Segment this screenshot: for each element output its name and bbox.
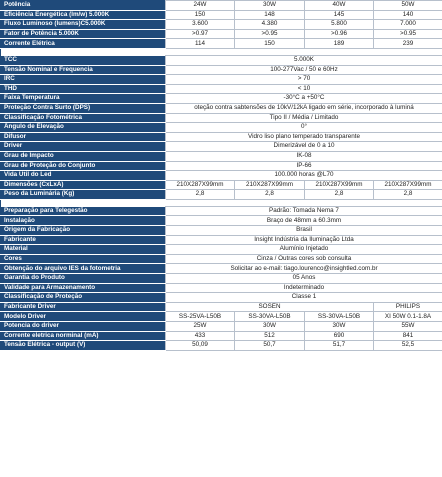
spacer-row: [1, 199, 442, 206]
spec-value-4: 841: [374, 331, 442, 341]
spec-value-2: 512: [235, 331, 305, 341]
spec-value-4: 239: [374, 39, 442, 49]
spec-row: [1, 341, 442, 351]
spec-label: THD: [1, 84, 166, 94]
spec-row: [1, 312, 442, 322]
spec-value-3: 51,7: [305, 341, 374, 351]
spec-row: [1, 65, 442, 75]
spec-label: Instalação: [1, 216, 166, 226]
spec-row: [1, 10, 442, 20]
spec-value: Indeterminado: [166, 283, 442, 293]
spec-label: TCC: [1, 55, 166, 65]
spec-value-1: 50,09: [166, 341, 235, 351]
spec-value-4: 50W: [374, 1, 442, 11]
spec-value-2: 30W: [235, 1, 305, 11]
spec-label: Classificação Fotométrica: [1, 113, 166, 123]
spec-value-3: 189: [305, 39, 374, 49]
spec-value-2: 4.380: [235, 20, 305, 30]
spec-value-3: 210X287X99mm: [305, 180, 374, 190]
spec-value-4: 55W: [374, 322, 442, 332]
spec-label: Origem da Fabricação: [1, 226, 166, 236]
spec-value: 100.000 horas @L70: [166, 171, 442, 181]
spec-value: Padrão: Tomada Nema 7: [166, 206, 442, 216]
spec-row: [1, 103, 442, 113]
spec-value-3: 2,8: [305, 190, 374, 200]
spacer-cell: [166, 48, 442, 55]
spec-value-4: XI 50W 0.1-1.8A: [374, 312, 442, 322]
spec-row: [1, 245, 442, 255]
spec-label: Proteção Contra Surto (DPS): [1, 103, 166, 113]
spec-row: [1, 235, 442, 245]
spec-value-2: 30W: [235, 322, 305, 332]
spacer-cell: [1, 199, 166, 206]
spec-value-2: 2,8: [235, 190, 305, 200]
spec-value-1: >0.97: [166, 29, 235, 39]
spec-label: Classificação de Proteção: [1, 293, 166, 303]
spec-row: [1, 206, 442, 216]
spec-value-2: >0.95: [235, 29, 305, 39]
spec-value-4: 52,5: [374, 341, 442, 351]
spec-label: Garantia do Produto: [1, 274, 166, 284]
spec-value-1: 150: [166, 10, 235, 20]
spec-row: [1, 293, 442, 303]
spec-row: [1, 274, 442, 284]
spec-label: Corrente Elétrica: [1, 39, 166, 49]
spec-value-3: 30W: [305, 322, 374, 332]
spec-row: [1, 75, 442, 85]
spec-row: [1, 20, 442, 30]
spacer-row: [1, 48, 442, 55]
spec-label: Dimensões (CxLxA): [1, 180, 166, 190]
spec-value: Insight Indústria da Iluminação Ltda: [166, 235, 442, 245]
spec-value-2: PHILIPS: [374, 302, 442, 312]
spec-label: IRC: [1, 75, 166, 85]
spec-value-1: 2,8: [166, 190, 235, 200]
spec-value: < 10: [166, 84, 442, 94]
spacer-cell: [166, 199, 442, 206]
spec-label: Ângulo de Elevação: [1, 123, 166, 133]
spec-label: Fator de Potência 5.000K: [1, 29, 166, 39]
spec-row: [1, 55, 442, 65]
spec-value-1: 210X287X99mm: [166, 180, 235, 190]
spec-value-1: 433: [166, 331, 235, 341]
spec-row: [1, 226, 442, 236]
spec-value-2: SS-30VA-L50B: [235, 312, 305, 322]
spec-row: [1, 302, 442, 312]
spec-value-4: 2,8: [374, 190, 442, 200]
spec-value: 05 Anos: [166, 274, 442, 284]
spec-row: [1, 113, 442, 123]
spec-value: 0°: [166, 123, 442, 133]
spec-row: [1, 123, 442, 133]
spec-value-3: >0.96: [305, 29, 374, 39]
spec-row: [1, 39, 442, 49]
spec-label: Tensão Elétrica - output (V): [1, 341, 166, 351]
spec-label: Faixa Temperatura: [1, 94, 166, 104]
spec-label: Cores: [1, 254, 166, 264]
spec-row: [1, 264, 442, 274]
spec-label: Preparação para Telegestão: [1, 206, 166, 216]
spec-row: [1, 171, 442, 181]
spec-row: [1, 216, 442, 226]
spec-value: Solicitar ao e-mail: tiago.lourenco@insightled.com.br: [166, 264, 442, 274]
spec-value-3: 145: [305, 10, 374, 20]
spec-value-1: SOSEN: [166, 302, 374, 312]
spec-row: [1, 151, 442, 161]
spec-label: Vida Útil do Led: [1, 171, 166, 181]
spec-row: [1, 132, 442, 142]
spec-value-4: >0.95: [374, 29, 442, 39]
spec-value: Braço de 48mm a 60.3mm: [166, 216, 442, 226]
spec-label: Fluxo Luminoso (lumens)C5.000K: [1, 20, 166, 30]
spec-value-1: 25W: [166, 322, 235, 332]
spec-value: -30°C a +50°C: [166, 94, 442, 104]
spec-row: [1, 142, 442, 152]
spec-value-3: 690: [305, 331, 374, 341]
spec-row: [1, 29, 442, 39]
spec-value-3: 40W: [305, 1, 374, 11]
spec-row: [1, 331, 442, 341]
spec-label: Potencia do driver: [1, 322, 166, 332]
spec-table-body: [1, 1, 442, 351]
spec-label: Obtenção do arquivo IES da fotometria: [1, 264, 166, 274]
spec-value: Tipo II / Média / Limitado: [166, 113, 442, 123]
spec-label: Peso da Luminária (Kg): [1, 190, 166, 200]
spec-row: [1, 322, 442, 332]
spec-row: [1, 94, 442, 104]
spec-value: 5.000K: [166, 55, 442, 65]
spec-value: Cinza / Outras cores sob consulta: [166, 254, 442, 264]
spec-label: Fabricante Driver: [1, 302, 166, 312]
spec-value: Classe 1: [166, 293, 442, 303]
spec-value-2: 148: [235, 10, 305, 20]
spec-value-2: 210X287X99mm: [235, 180, 305, 190]
spec-value: oteção contra sabtensões de 10kV/12kA ligado em série, incorporado à luminá: [166, 103, 442, 113]
spec-value-2: 50,7: [235, 341, 305, 351]
spec-label: Driver: [1, 142, 166, 152]
spec-row: [1, 161, 442, 171]
spec-label: Grau de Proteção do Conjunto: [1, 161, 166, 171]
spec-value: Brasil: [166, 226, 442, 236]
spec-value-1: SS-25VA-L50B: [166, 312, 235, 322]
spec-row: [1, 190, 442, 200]
spec-label: Tensão Nominal e Frequencia: [1, 65, 166, 75]
spec-value-3: SS-30VA-L50B: [305, 312, 374, 322]
spec-row: [1, 1, 442, 11]
spec-value: Alumínio Injetado: [166, 245, 442, 255]
spec-value: Vidro liso plano temperado transparente: [166, 132, 442, 142]
spec-row: [1, 180, 442, 190]
spec-row: [1, 254, 442, 264]
spec-value: IP-66: [166, 161, 442, 171]
spec-value: IK-08: [166, 151, 442, 161]
spec-label: Modelo Driver: [1, 312, 166, 322]
spec-value-3: 5.800: [305, 20, 374, 30]
spec-value-4: 7.000: [374, 20, 442, 30]
spec-label: Grau de Impacto: [1, 151, 166, 161]
spec-row: [1, 84, 442, 94]
spec-label: Eficiência Energética (lm/w) 5.000K: [1, 10, 166, 20]
spec-value-4: 210X287X99mm: [374, 180, 442, 190]
spec-label: Difusor: [1, 132, 166, 142]
spec-label: Fabricante: [1, 235, 166, 245]
spec-value-1: 24W: [166, 1, 235, 11]
spec-label: Validade para Armazenamento: [1, 283, 166, 293]
spacer-cell: [1, 48, 166, 55]
spec-value-2: 150: [235, 39, 305, 49]
spec-label: Material: [1, 245, 166, 255]
spec-value-1: 3.600: [166, 20, 235, 30]
spec-value: 100-277Vac / 50 e 60Hz: [166, 65, 442, 75]
spec-value: > 70: [166, 75, 442, 85]
spec-value-4: 140: [374, 10, 442, 20]
spec-label: Corrente eletrica norminal (mA): [1, 331, 166, 341]
spec-label: Potência: [1, 1, 166, 11]
spec-value-1: 114: [166, 39, 235, 49]
spec-row: [1, 283, 442, 293]
spec-value: Dimerizável de 0 a 10: [166, 142, 442, 152]
